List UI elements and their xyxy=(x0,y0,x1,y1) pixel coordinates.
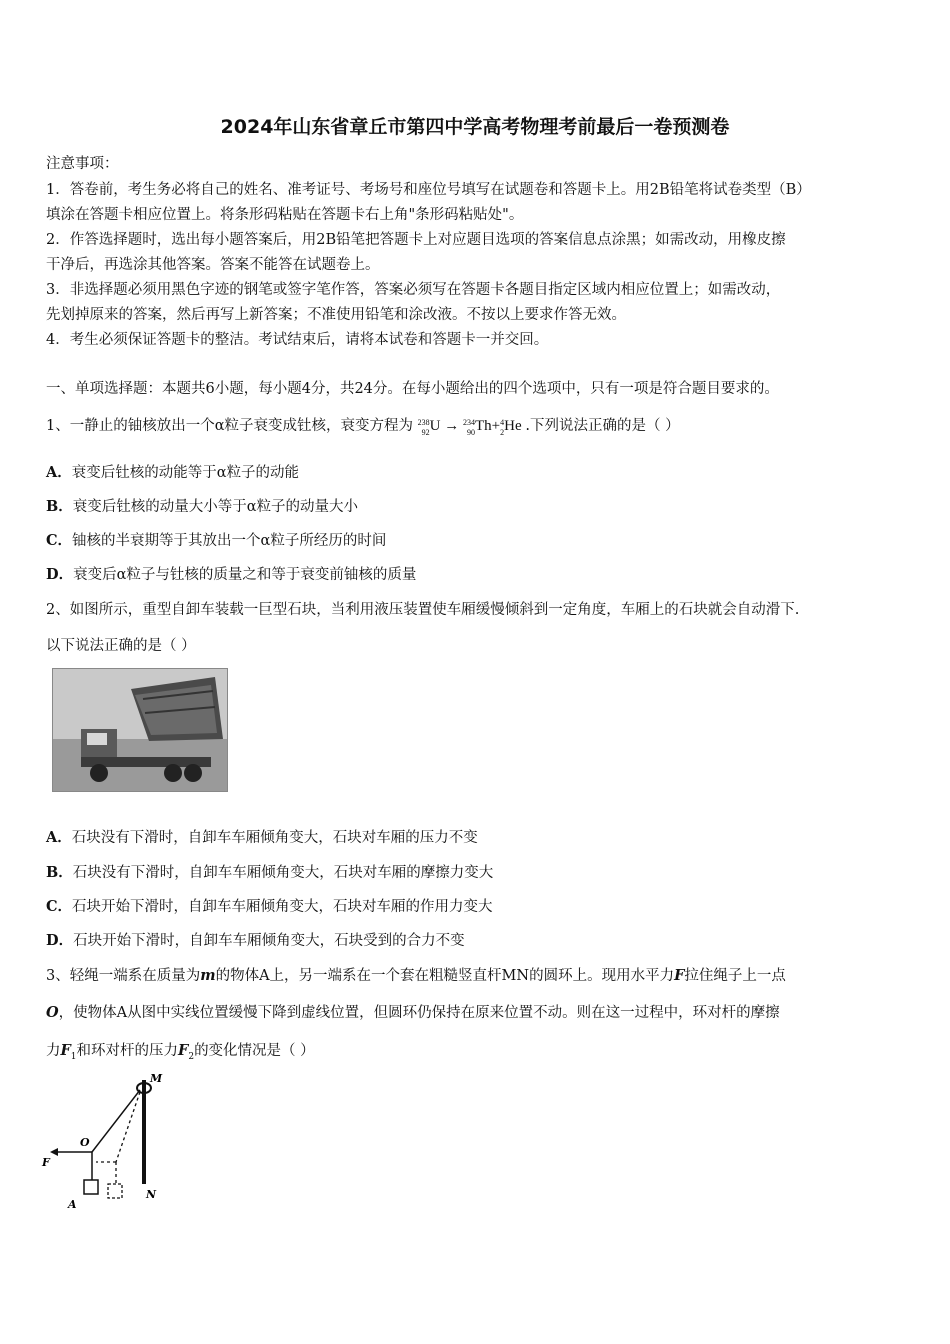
q2-option-a xyxy=(46,826,478,847)
label-a: A xyxy=(68,1198,77,1211)
arrow-head xyxy=(50,1148,58,1156)
option-label: C． xyxy=(46,532,73,549)
force-symbol: F xyxy=(178,1042,189,1059)
option-text: 衰变后钍核的动能等于 xyxy=(71,465,217,481)
notice-line: 1．答卷前，考生务必将自己的姓名、准考证号、考场号和座位号填写在试题卷和答题卡上。用2B铅笔将试卷类型（B） xyxy=(46,182,811,198)
q1-stem-a: 1、一静止的铀核放出一个 xyxy=(46,418,215,434)
option-text: 石块没有下滑时，自卸车车厢倾角变大，石块对车厢的摩擦力变大 xyxy=(72,865,494,881)
notice-line: 填涂在答题卡相应位置上。将条形码粘贴在答题卡右上角"条形码粘贴处"。 xyxy=(46,207,524,223)
q3-text: 和环对杆的压力 xyxy=(76,1043,179,1059)
q3-text: 拉住绳子上一点 xyxy=(684,968,786,984)
point-symbol: O xyxy=(46,1004,59,1021)
option-text: 石块开始下滑时，自卸车车厢倾角变大，石块受到的合力不变 xyxy=(73,933,465,949)
notice-line: 4．考生必须保证答题卡的整洁。考试结束后，请将本试卷和答题卡一并交回。 xyxy=(46,332,549,348)
rope-solid xyxy=(92,1090,140,1152)
mass-symbol: m xyxy=(200,967,216,984)
q2-option-b xyxy=(46,861,493,882)
option-text: 铀核的半衰期等于其放出一个 xyxy=(72,533,261,549)
alpha-symbol: α xyxy=(216,465,227,481)
q3-text: ，使物体A从图中实线位置缓慢下降到虚线位置，但圆环仍保持在原来位置不动。则在这一过程中，环对杆的摩擦 xyxy=(58,1005,780,1021)
u-symbol: U → xyxy=(429,418,460,434)
page-title: 2024年山东省章丘市第四中学高考物理考前最后一卷预测卷 xyxy=(220,116,730,138)
th-atomic-number: 90 xyxy=(466,427,475,437)
q2-stem-line2: 以下说法正确的是（ ） xyxy=(46,638,196,654)
label-n: N xyxy=(146,1188,157,1201)
force-symbol: F xyxy=(60,1042,71,1059)
alpha-symbol: α xyxy=(116,567,127,583)
dump-truck-photo xyxy=(52,668,228,792)
notice-heading: 注意事项： xyxy=(46,156,119,172)
label-f: F xyxy=(42,1156,50,1169)
option-label: A． xyxy=(46,464,72,481)
option-label: D． xyxy=(46,932,74,949)
q3-stem-line1 xyxy=(46,964,786,985)
option-text: 衰变后 xyxy=(73,567,117,583)
q2-option-c xyxy=(46,895,493,916)
decay-equation xyxy=(417,417,526,437)
subscript: 1 xyxy=(70,1051,77,1062)
alpha-symbol: α xyxy=(246,499,257,515)
q3-text: 力 xyxy=(46,1043,61,1059)
he-mass-number: 4 xyxy=(500,417,505,427)
section-heading: 一、单项选择题：本题共6小题，每小题4分，共24分。在每小题给出的四个选项中，只有一项是符合题目要求的。 xyxy=(46,381,779,397)
q1-option-c xyxy=(46,529,386,550)
option-text: 粒子所经历的时间 xyxy=(270,533,387,549)
q2-stem-line1: 2、如图所示，重型自卸车装载一巨型石块，当利用液压装置使车厢缓慢倾斜到一定角度，车厢上的石块就会自动滑下. xyxy=(46,602,800,618)
notice-line: 先划掉原来的答案，然后再写上新答案；不准使用铅笔和涂改液。不按以上要求作答无效。 xyxy=(46,307,626,323)
q3-stem-line2 xyxy=(46,1001,780,1022)
he-atomic-number: 2 xyxy=(500,427,505,437)
alpha-symbol: α xyxy=(214,418,225,434)
option-label: B． xyxy=(46,498,73,515)
option-text: 粒子与钍核的质量之和等于衰变前铀核的质量 xyxy=(126,567,417,583)
q1-option-d xyxy=(46,563,416,584)
option-text: 石块开始下滑时，自卸车车厢倾角变大，石块对车厢的作用力变大 xyxy=(72,899,493,915)
option-text: 粒子的动能 xyxy=(226,465,300,481)
q1-option-b xyxy=(46,495,358,516)
option-text: 石块没有下滑时，自卸车车厢倾角变大，石块对车厢的压力不变 xyxy=(71,830,478,846)
label-m: M xyxy=(150,1072,163,1085)
notice-line: 2．作答选择题时，选出每小题答案后，用2B铅笔把答题卡上对应题目选项的答案信息点涂黑；如需改动，用橡皮擦 xyxy=(46,232,786,248)
option-label: A． xyxy=(46,829,72,846)
th-symbol: Th+ xyxy=(474,418,501,434)
rope-ring-diagram xyxy=(40,1066,170,1211)
notice-line: 干净后，再选涂其他答案。答案不能答在试题卷上。 xyxy=(46,257,380,273)
block-a xyxy=(84,1180,98,1194)
q1-stem-b: 粒子衰变成钍核，衰变方程为 xyxy=(224,418,414,434)
option-label: B． xyxy=(46,864,73,881)
option-label: D． xyxy=(46,566,74,583)
rope-dashed xyxy=(116,1092,140,1162)
option-text: 粒子的动量大小 xyxy=(256,499,359,515)
q3-text: 3、轻绳一端系在质量为 xyxy=(46,968,201,984)
q3-text: 的物体A上，另一端系在一个套在粗糙竖直杆MN的圆环上。现用水平力 xyxy=(215,968,675,984)
q3-stem-line3 xyxy=(46,1039,315,1062)
q3-text: 的变化情况是（ ） xyxy=(194,1043,315,1059)
alpha-symbol: α xyxy=(260,533,271,549)
option-label: C． xyxy=(46,898,73,915)
q1-option-a xyxy=(46,461,299,482)
label-o: O xyxy=(80,1136,90,1149)
he-symbol: He xyxy=(504,418,522,434)
option-text: 衰变后钍核的动量大小等于 xyxy=(72,499,247,515)
q2-option-d xyxy=(46,929,465,950)
q1-stem xyxy=(46,414,680,437)
force-symbol: F xyxy=(674,967,685,984)
u-atomic-number: 92 xyxy=(421,427,430,437)
block-a-dashed xyxy=(108,1184,122,1198)
u-mass-number: 238 xyxy=(417,417,430,427)
th-mass-number: 234 xyxy=(462,417,475,427)
subscript: 2 xyxy=(188,1051,195,1062)
q1-stem-c: .下列说法正确的是（ ） xyxy=(525,418,680,434)
notice-line: 3．非选择题必须用黑色字迹的钢笔或签字笔作答，答案必须写在答题卡各题目指定区域内相应位置上；如需改动， xyxy=(46,282,781,298)
